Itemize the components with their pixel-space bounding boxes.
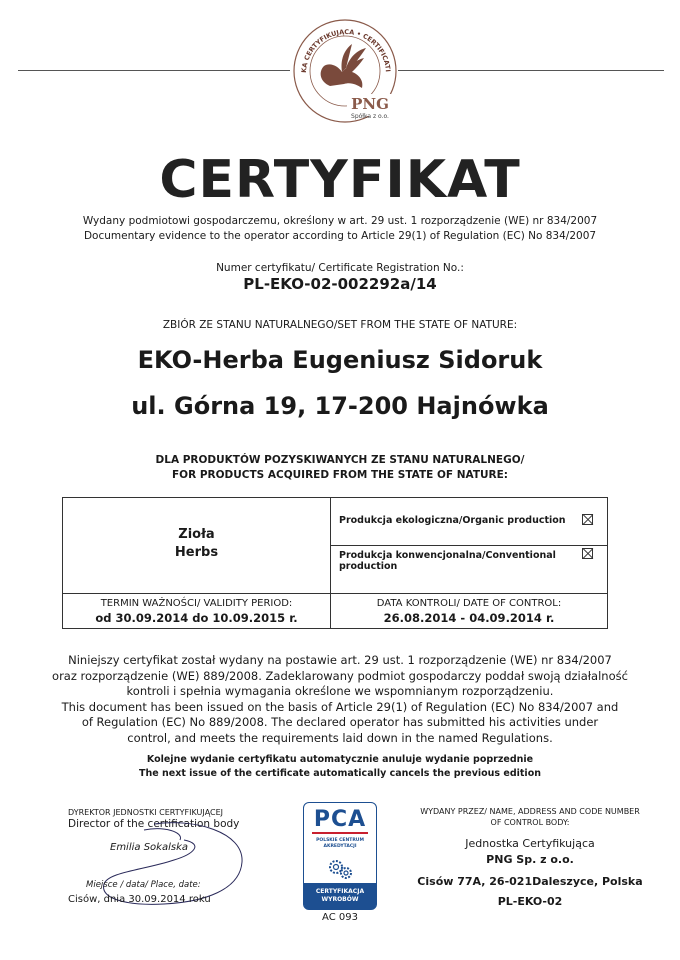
control-date-label: DATA KONTROLI/ DATE OF CONTROL: [376,598,562,609]
validity-label: TERMIN WAŻNOŚCI/ VALIDITY PERIOD: [100,598,293,609]
place-date-label: Miejsce / data/ Place, date: [86,880,201,890]
header-rule-left [18,70,290,71]
png-logo [290,14,400,126]
director-label-en: Director of the certification body [68,818,240,830]
statement-en-2: of Regulation (EC) No 889/2008. The declared operator has submitted his activities under [81,715,599,729]
products-heading-pl: DLA PRODUKTÓW POZYSKIWANYCH ZE STANU NATURALNEGO/ [155,454,525,466]
pca-logo-text: PCA [313,807,367,832]
operator-address: ul. Górna 19, 17-200 Hajnówka [131,392,549,420]
registration-number: PL-EKO-02-002292a/14 [243,275,437,293]
operator-name: EKO-Herba Eugeniusz Sidoruk [137,346,543,374]
signer-name: Emilia Sokalska [110,842,188,853]
issuer-address: Cisów 77A, 26-021Daleszyce, Polska [417,875,643,888]
scope-label: ZBIÓR ZE STANU NATURALNEGO/SET FROM THE STATE OF NATURE: [162,319,518,331]
director-label-pl: DYREKTOR JEDNOSTKI CERTYFIKUJĄCEJ [68,808,224,817]
issuer-label-2: OF CONTROL BODY: [490,818,570,827]
products-heading-en: FOR PRODUCTS ACQUIRED FROM THE STATE OF NATURE: [172,469,508,481]
statement-pl-1: Niniejszy certyfikat został wydany na postawie art. 29 ust. 1 rozporządzenie (WE) nr 834/2007 [68,653,612,667]
product-name-en: Herbs [174,545,219,560]
issuer-label-1: WYDANY PRZEZ/ NAME, ADDRESS AND CODE NUMBER [420,807,640,816]
accreditation-code: AC 093 [322,912,358,923]
conventional-checkbox[interactable] [582,548,593,559]
conventional-label: Produkcja konwencjonalna/Conventional production [339,550,556,572]
png-brand-text: PNG [351,95,389,113]
svg-text:JEDNOSTKA CERTYFIKUJĄCA • CERT: KA CERTYFIKUJĄCA • CERTIFICATI [299,27,392,74]
product-name-pl: Zioła [178,527,215,542]
issuer-name: Jednostka Certyfikująca [465,837,595,850]
issuer-company: PNG Sp. z o.o. [486,853,574,866]
organic-label: Produkcja ekologiczna/Organic production [339,515,566,526]
organic-checkbox[interactable] [582,514,593,525]
control-date-value: 26.08.2014 - 04.09.2014 r. [383,611,555,625]
place-date-value: Cisów, dnia 30.09.2014 roku [68,894,211,905]
pca-accreditation-badge: PCA POLSKIE CENTRUM AKREDYTACJI CERTYFIKACJA WYROBÓW [303,802,377,910]
issued-en: Documentary evidence to the operator according to Article 29(1) of Regulation (EC) No 834/2007 [83,230,597,242]
statement-pl-3: kontroli i spełnia wymagania określone we wspomnianym rozporządzeniu. [126,684,554,698]
statement-pl-2: oraz rozporządzenie (WE) 889/2008. Zadeklarowany podmiot gospodarczy poddał swoją działalność [52,668,628,683]
issuer-code: PL-EKO-02 [497,895,563,908]
next-issue-pl: Kolejne wydanie certyfikatu automatycznie anuluje wydanie poprzednie [146,754,534,765]
validity-value: od 30.09.2014 do 10.09.2015 r. [95,611,298,625]
registration-label: Numer certyfikatu/ Certificate Registration No.: [216,262,464,274]
product-table [62,497,608,629]
issued-pl: Wydany podmiotowi gospodarczemu, określony w art. 29 ust. 1 rozporządzenie (WE) nr 834/2007 [82,215,598,227]
statement-en-1: This document has been issued on the basis of Article 29(1) of Regulation (EC) No 834/2007 and [61,699,619,714]
header-rule-right [398,70,664,71]
svg-text:Spółka z o.o.: Spółka z o.o. [351,113,389,120]
ibex-emblem-icon [321,44,366,88]
certificate-title: CERTYFIKAT [159,150,521,210]
next-issue-en: The next issue of the certificate automatically cancels the previous edition [139,768,541,779]
statement-en-3: control, and meets the requirements laid down in the named Regulations. [127,730,553,745]
